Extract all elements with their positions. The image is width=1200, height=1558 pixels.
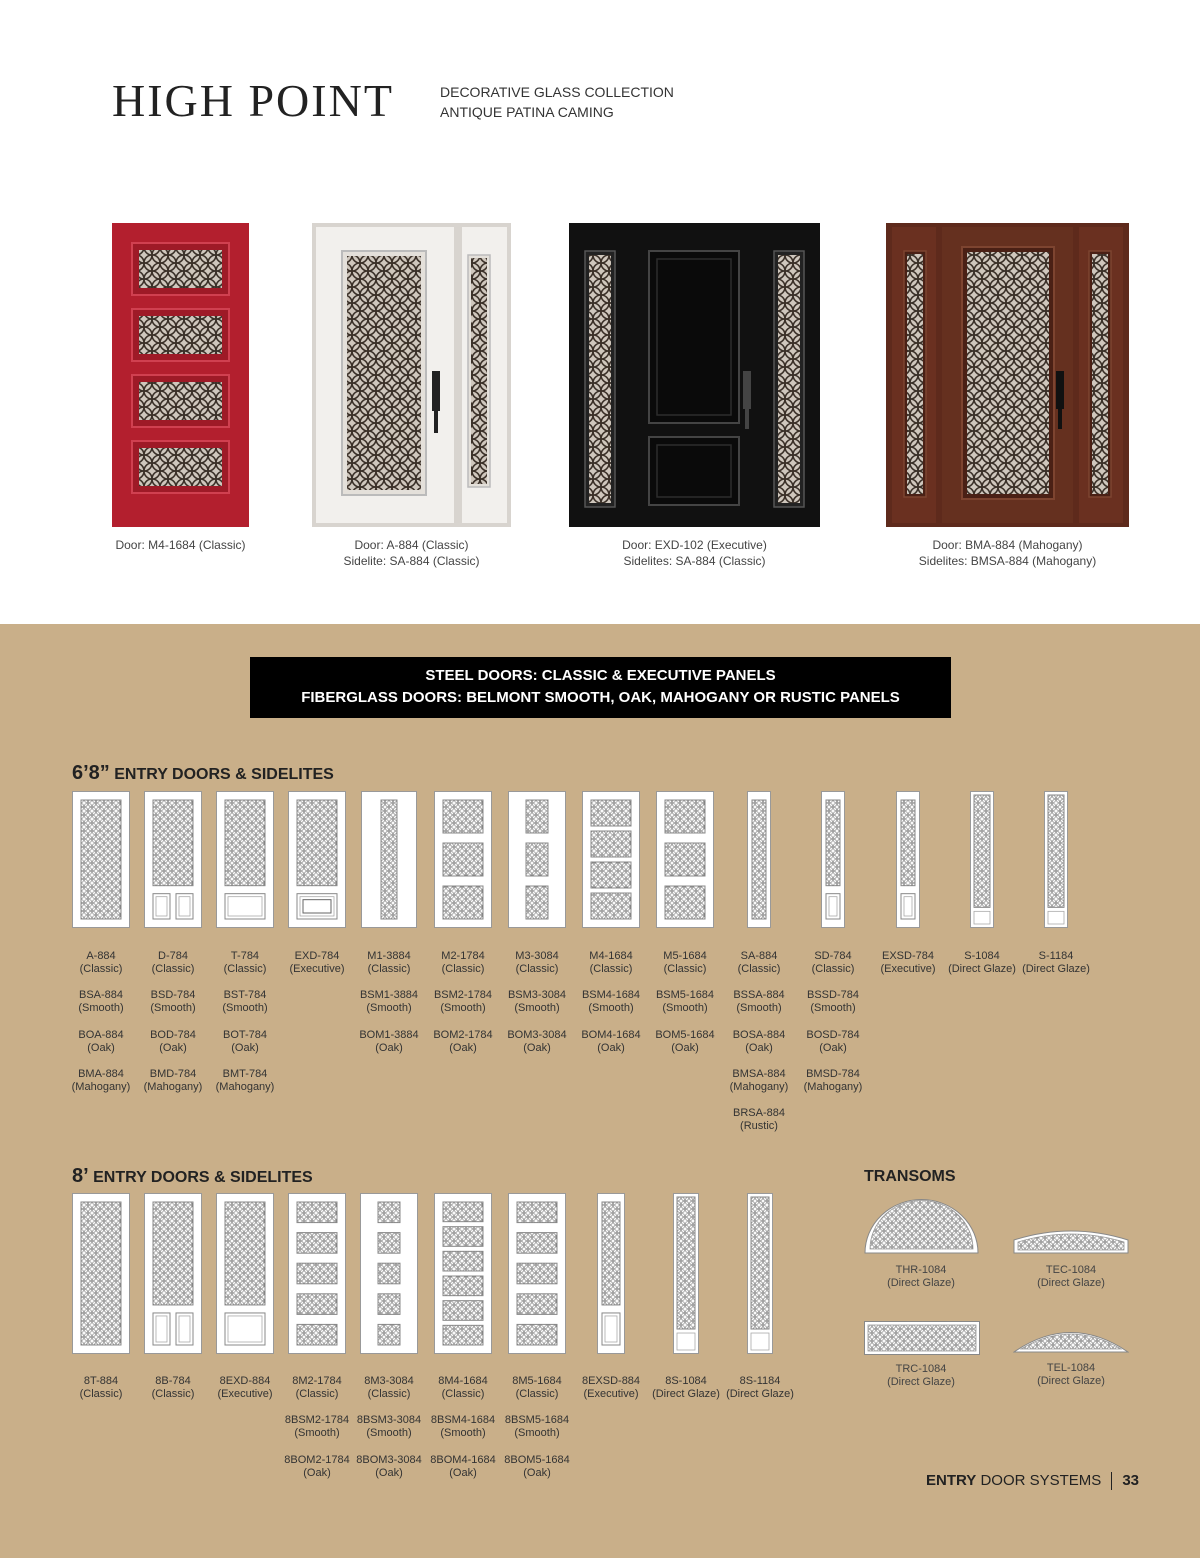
model-number: EXSD-784 bbox=[882, 950, 934, 962]
door-model-label bbox=[351, 1414, 427, 1440]
model-finish: (Direct Glaze) bbox=[726, 1388, 794, 1400]
model-number: BSSD-784 bbox=[807, 989, 859, 1002]
model-finish: (Oak) bbox=[597, 1041, 625, 1054]
model-finish: (Direct Glaze) bbox=[652, 1388, 720, 1400]
model-number: BST-784 bbox=[223, 989, 267, 1002]
model-finish: (Oak) bbox=[87, 1041, 115, 1054]
model-finish: (Classic) bbox=[295, 1388, 339, 1400]
door-model-label bbox=[499, 1414, 575, 1440]
banner-line-1: STEEL DOORS: CLASSIC & EXECUTIVE PANELS bbox=[425, 667, 776, 684]
model-finish: (Classic) bbox=[367, 1388, 411, 1400]
model-number: BOM1-3884 bbox=[359, 1028, 419, 1041]
model-finish: (Classic) bbox=[589, 963, 633, 975]
model-number: 8BOM4-1684 bbox=[430, 1453, 496, 1466]
door-model-label bbox=[721, 1029, 797, 1055]
model-finish: (Rustic) bbox=[740, 1120, 778, 1133]
model-number: 8BSM3-3084 bbox=[356, 1414, 422, 1427]
door-model-label bbox=[135, 989, 211, 1015]
model-finish: (Mahogany) bbox=[729, 1080, 789, 1093]
door-drawing-exd-3 bbox=[288, 791, 346, 928]
photo-mahogany-door bbox=[886, 223, 1129, 527]
door-model-label bbox=[207, 950, 283, 976]
model-number: BOT-784 bbox=[222, 1028, 268, 1041]
model-number: A-884 bbox=[86, 950, 116, 962]
door-drawing-m3-6 bbox=[508, 791, 566, 928]
door-model-label bbox=[135, 1029, 211, 1055]
door-drawing-d-1 bbox=[144, 1193, 202, 1354]
door-drawing-m4x6-5 bbox=[434, 1193, 492, 1354]
door-model-label bbox=[647, 950, 723, 976]
door-model-label bbox=[63, 950, 139, 976]
model-finish: (Oak) bbox=[449, 1041, 477, 1054]
model-number: BMSD-784 bbox=[806, 1067, 860, 1080]
model-number: 8T-884 bbox=[83, 1375, 119, 1387]
door-model-label bbox=[944, 950, 1020, 976]
model-number: 8BSM2-1784 bbox=[284, 1414, 350, 1427]
door-model-label bbox=[795, 1068, 871, 1094]
model-finish: (Classic) bbox=[79, 1388, 123, 1400]
door-drawing-m5-8 bbox=[656, 791, 714, 928]
model-number: M1-3884 bbox=[367, 950, 411, 962]
subtitle-line-1: DECORATIVE GLASS COLLECTION bbox=[440, 84, 674, 100]
door-model-label bbox=[351, 1454, 427, 1480]
section-heading-6-8 bbox=[72, 762, 334, 785]
door-model-label bbox=[795, 1029, 871, 1055]
photo-black-door bbox=[569, 223, 820, 527]
door-drawing-a-0 bbox=[72, 791, 130, 928]
model-number: M4-1684 bbox=[589, 950, 633, 962]
model-finish: (Executive) bbox=[880, 963, 936, 975]
model-finish: (Oak) bbox=[159, 1041, 187, 1054]
page-subtitle bbox=[440, 82, 674, 122]
model-finish: (Smooth) bbox=[662, 1002, 708, 1015]
model-number: 8BOM5-1684 bbox=[504, 1453, 570, 1466]
model-number: BMT-784 bbox=[222, 1067, 268, 1080]
model-finish: (Smooth) bbox=[366, 1427, 412, 1440]
photo-caption-2 bbox=[311, 537, 512, 569]
model-number: 8BSM5-1684 bbox=[504, 1414, 570, 1427]
transom-name: TRC-1084 bbox=[895, 1363, 947, 1375]
model-number: BSM1-3884 bbox=[359, 989, 419, 1002]
door-drawing-sd-10 bbox=[821, 791, 845, 928]
door-model-label bbox=[573, 1029, 649, 1055]
model-number: T-784 bbox=[230, 950, 260, 962]
model-number: 8BSM4-1684 bbox=[430, 1414, 496, 1427]
door-model-label bbox=[207, 989, 283, 1015]
model-finish: (Classic) bbox=[515, 1388, 559, 1400]
model-finish: (Classic) bbox=[811, 963, 855, 975]
door-drawing-exsd-7 bbox=[597, 1193, 625, 1354]
door-model-label bbox=[207, 1068, 283, 1094]
model-finish: (Smooth) bbox=[294, 1427, 340, 1440]
model-number: M3-3084 bbox=[515, 950, 559, 962]
model-number: BOD-784 bbox=[150, 1028, 196, 1041]
model-finish: (Direct Glaze) bbox=[1022, 963, 1090, 975]
subtitle-line-2: ANTIQUE PATINA CAMING bbox=[440, 104, 614, 120]
door-drawing-m3x5-4 bbox=[360, 1193, 418, 1354]
caption-line-2: Sidelites: SA-884 (Classic) bbox=[623, 554, 766, 568]
model-finish: (Oak) bbox=[375, 1041, 403, 1054]
model-number: BSA-884 bbox=[78, 989, 124, 1002]
model-finish: (Mahogany) bbox=[71, 1080, 131, 1093]
model-number: M2-1784 bbox=[441, 950, 485, 962]
model-finish: (Executive) bbox=[217, 1388, 273, 1400]
model-number: 8M4-1684 bbox=[438, 1375, 488, 1387]
section-heading-transoms: TRANSOMS bbox=[864, 1168, 956, 1185]
model-finish: (Direct Glaze) bbox=[948, 963, 1016, 975]
footer-divider bbox=[1111, 1472, 1112, 1490]
door-drawing-s-13 bbox=[1044, 791, 1068, 928]
section-heading-8 bbox=[72, 1165, 313, 1188]
model-number: 8EXSD-884 bbox=[581, 1375, 641, 1387]
model-finish: (Smooth) bbox=[440, 1427, 486, 1440]
model-finish: (Oak) bbox=[819, 1041, 847, 1054]
model-finish: (Executive) bbox=[289, 963, 345, 975]
model-number: M5-1684 bbox=[663, 950, 707, 962]
door-drawing-s-8 bbox=[673, 1193, 699, 1354]
door-model-label bbox=[573, 989, 649, 1015]
door-model-label bbox=[499, 1375, 575, 1401]
door-model-label bbox=[499, 989, 575, 1015]
model-finish: (Oak) bbox=[449, 1466, 477, 1479]
transom-name: TEL-1084 bbox=[1046, 1362, 1096, 1374]
transom-type: (Direct Glaze) bbox=[1037, 1277, 1105, 1289]
caption-line-1: Door: BMA-884 (Mahogany) bbox=[932, 538, 1083, 552]
transom-label-trc-1084 bbox=[871, 1363, 971, 1389]
model-finish: (Classic) bbox=[663, 963, 707, 975]
banner-line-2: FIBERGLASS DOORS: BELMONT SMOOTH, OAK, MAHOGANY OR RUSTIC PANELS bbox=[301, 689, 900, 706]
door-model-label bbox=[721, 989, 797, 1015]
footer-bold: ENTRY bbox=[926, 1472, 977, 1489]
model-number: SD-784 bbox=[814, 950, 852, 962]
transom-name: THR-1084 bbox=[895, 1264, 947, 1276]
model-finish: (Oak) bbox=[523, 1466, 551, 1479]
door-model-label bbox=[135, 1375, 211, 1401]
door-model-label bbox=[648, 1375, 724, 1401]
caption-line-2: Sidelite: SA-884 (Classic) bbox=[343, 554, 480, 568]
door-model-label bbox=[647, 1029, 723, 1055]
model-number: 8S-1084 bbox=[665, 1375, 707, 1387]
door-model-label bbox=[573, 950, 649, 976]
door-drawing-s-9 bbox=[747, 1193, 773, 1354]
model-finish: (Classic) bbox=[151, 963, 195, 975]
door-model-label bbox=[795, 950, 871, 976]
photo-caption-4 bbox=[886, 537, 1129, 569]
door-model-label bbox=[351, 1375, 427, 1401]
caption-line-1: Door: M4-1684 (Classic) bbox=[115, 538, 246, 552]
door-drawing-m5x5-6 bbox=[508, 1193, 566, 1354]
model-number: SA-884 bbox=[740, 950, 778, 962]
model-finish: (Classic) bbox=[441, 963, 485, 975]
model-number: BSM4-1684 bbox=[581, 989, 641, 1002]
door-drawing-exsd-11 bbox=[896, 791, 920, 928]
transom-thr-1084 bbox=[864, 1199, 979, 1254]
door-drawing-sa-9 bbox=[747, 791, 771, 928]
transom-label-tec-1084 bbox=[1021, 1264, 1121, 1290]
door-model-label bbox=[351, 989, 427, 1015]
model-number: 8B-784 bbox=[155, 1375, 191, 1387]
door-model-label bbox=[351, 950, 427, 976]
door-model-label bbox=[425, 1375, 501, 1401]
model-finish: (Oak) bbox=[745, 1041, 773, 1054]
door-model-label bbox=[795, 989, 871, 1015]
caption-line-1: Door: EXD-102 (Executive) bbox=[622, 538, 767, 552]
door-drawing-m4-7 bbox=[582, 791, 640, 928]
transom-type: (Direct Glaze) bbox=[1037, 1375, 1105, 1387]
door-model-label bbox=[870, 950, 946, 976]
model-finish: (Classic) bbox=[223, 963, 267, 975]
model-number: BSM3-3084 bbox=[507, 989, 567, 1002]
door-model-label bbox=[425, 1414, 501, 1440]
door-model-label bbox=[207, 1029, 283, 1055]
model-finish: (Mahogany) bbox=[215, 1080, 275, 1093]
model-number: BMA-884 bbox=[78, 1067, 124, 1080]
model-finish: (Classic) bbox=[367, 963, 411, 975]
model-finish: (Classic) bbox=[515, 963, 559, 975]
model-finish: (Oak) bbox=[303, 1466, 331, 1479]
door-model-label bbox=[279, 1414, 355, 1440]
door-drawing-m2-5 bbox=[434, 791, 492, 928]
door-model-label bbox=[499, 950, 575, 976]
model-number: BMSA-884 bbox=[732, 1067, 786, 1080]
model-finish: (Smooth) bbox=[78, 1002, 124, 1015]
materials-banner bbox=[250, 657, 951, 718]
model-finish: (Mahogany) bbox=[143, 1080, 203, 1093]
model-finish: (Oak) bbox=[523, 1041, 551, 1054]
door-drawing-t-2 bbox=[216, 1193, 274, 1354]
model-number: 8BOM3-3084 bbox=[356, 1453, 422, 1466]
heading-size: 6’8” bbox=[72, 762, 110, 784]
model-finish: (Classic) bbox=[737, 963, 781, 975]
model-finish: (Smooth) bbox=[736, 1002, 782, 1015]
photo-caption-1 bbox=[90, 537, 271, 553]
page-number: 33 bbox=[1122, 1472, 1139, 1489]
model-number: BOSA-884 bbox=[732, 1028, 786, 1041]
model-number: 8EXD-884 bbox=[219, 1375, 271, 1387]
door-model-label bbox=[63, 1029, 139, 1055]
door-model-label bbox=[279, 1375, 355, 1401]
model-number: BOSD-784 bbox=[806, 1028, 860, 1041]
door-drawing-a-0 bbox=[72, 1193, 130, 1354]
model-finish: (Oak) bbox=[375, 1466, 403, 1479]
model-number: 8M2-1784 bbox=[292, 1375, 342, 1387]
transom-type: (Direct Glaze) bbox=[887, 1277, 955, 1289]
door-model-label bbox=[279, 950, 355, 976]
model-number: D-784 bbox=[158, 950, 188, 962]
model-number: BOA-884 bbox=[78, 1028, 124, 1041]
model-finish: (Smooth) bbox=[514, 1002, 560, 1015]
door-model-label bbox=[351, 1029, 427, 1055]
model-number: EXD-784 bbox=[294, 950, 340, 962]
caption-line-1: Door: A-884 (Classic) bbox=[354, 538, 469, 552]
heading-size: 8’ bbox=[72, 1165, 89, 1187]
model-finish: (Mahogany) bbox=[803, 1080, 863, 1093]
door-model-label bbox=[721, 1068, 797, 1094]
model-number: 8M5-1684 bbox=[512, 1375, 562, 1387]
door-model-label bbox=[721, 1107, 797, 1133]
door-model-label bbox=[1018, 950, 1094, 976]
model-number: BOM5-1684 bbox=[655, 1028, 715, 1041]
transom-tec-1084 bbox=[1013, 1226, 1129, 1254]
model-number: 8BOM2-1784 bbox=[284, 1453, 350, 1466]
door-drawing-d-1 bbox=[144, 791, 202, 928]
door-model-label bbox=[135, 1068, 211, 1094]
door-model-label bbox=[722, 1375, 798, 1401]
transom-label-tel-1084 bbox=[1021, 1362, 1121, 1388]
model-finish: (Executive) bbox=[583, 1388, 639, 1400]
door-model-label bbox=[63, 1375, 139, 1401]
transom-type: (Direct Glaze) bbox=[887, 1376, 955, 1388]
door-model-label bbox=[647, 989, 723, 1015]
model-number: BSSA-884 bbox=[733, 989, 785, 1002]
model-number: BOM2-1784 bbox=[433, 1028, 493, 1041]
door-model-label bbox=[499, 1029, 575, 1055]
door-drawing-m2x5-3 bbox=[288, 1193, 346, 1354]
door-model-label bbox=[573, 1375, 649, 1401]
door-model-label bbox=[425, 989, 501, 1015]
heading-text: ENTRY DOORS & SIDELITES bbox=[109, 766, 334, 783]
model-number: 8M3-3084 bbox=[364, 1375, 414, 1387]
door-model-label bbox=[207, 1375, 283, 1401]
photo-white-door bbox=[312, 223, 511, 527]
model-finish: (Smooth) bbox=[588, 1002, 634, 1015]
model-finish: (Smooth) bbox=[366, 1002, 412, 1015]
model-finish: (Classic) bbox=[151, 1388, 195, 1400]
model-number: S-1084 bbox=[964, 950, 1000, 962]
model-number: S-1184 bbox=[1038, 950, 1074, 962]
model-finish: (Oak) bbox=[231, 1041, 259, 1054]
transom-name: TEC-1084 bbox=[1045, 1264, 1097, 1276]
page-title: HIGH POINT bbox=[112, 75, 394, 126]
door-model-label bbox=[425, 950, 501, 976]
model-finish: (Smooth) bbox=[222, 1002, 268, 1015]
caption-line-2: Sidelites: BMSA-884 (Mahogany) bbox=[918, 554, 1097, 568]
model-finish: (Oak) bbox=[671, 1041, 699, 1054]
transom-label-thr-1084 bbox=[871, 1264, 971, 1290]
photo-red-door bbox=[112, 223, 249, 527]
door-model-label bbox=[425, 1029, 501, 1055]
model-finish: (Smooth) bbox=[514, 1427, 560, 1440]
model-number: BSM2-1784 bbox=[433, 989, 493, 1002]
door-drawing-m1-4 bbox=[361, 791, 417, 928]
model-finish: (Smooth) bbox=[150, 1002, 196, 1015]
door-drawing-s-12 bbox=[970, 791, 994, 928]
door-model-label bbox=[63, 989, 139, 1015]
transom-trc-1084 bbox=[864, 1321, 980, 1355]
door-model-label bbox=[135, 950, 211, 976]
model-finish: (Smooth) bbox=[440, 1002, 486, 1015]
model-number: BSM5-1684 bbox=[655, 989, 715, 1002]
door-model-label bbox=[63, 1068, 139, 1094]
model-finish: (Classic) bbox=[441, 1388, 485, 1400]
door-model-label bbox=[425, 1454, 501, 1480]
heading-text: ENTRY DOORS & SIDELITES bbox=[88, 1169, 313, 1186]
model-finish: (Classic) bbox=[79, 963, 123, 975]
model-finish: (Smooth) bbox=[810, 1002, 856, 1015]
model-number: BOM3-3084 bbox=[507, 1028, 567, 1041]
page-footer bbox=[926, 1472, 1139, 1490]
model-number: 8S-1184 bbox=[739, 1375, 781, 1387]
footer-text: DOOR SYSTEMS bbox=[976, 1472, 1102, 1489]
door-model-label bbox=[499, 1454, 575, 1480]
model-number: BRSA-884 bbox=[733, 1107, 785, 1120]
transom-tel-1084 bbox=[1013, 1325, 1129, 1353]
door-model-label bbox=[721, 950, 797, 976]
photo-caption-3 bbox=[570, 537, 819, 569]
model-number: BSD-784 bbox=[150, 989, 196, 1002]
model-number: BMD-784 bbox=[149, 1067, 197, 1080]
door-model-label bbox=[279, 1454, 355, 1480]
model-number: BOM4-1684 bbox=[581, 1028, 641, 1041]
door-drawing-t-2 bbox=[216, 791, 274, 928]
